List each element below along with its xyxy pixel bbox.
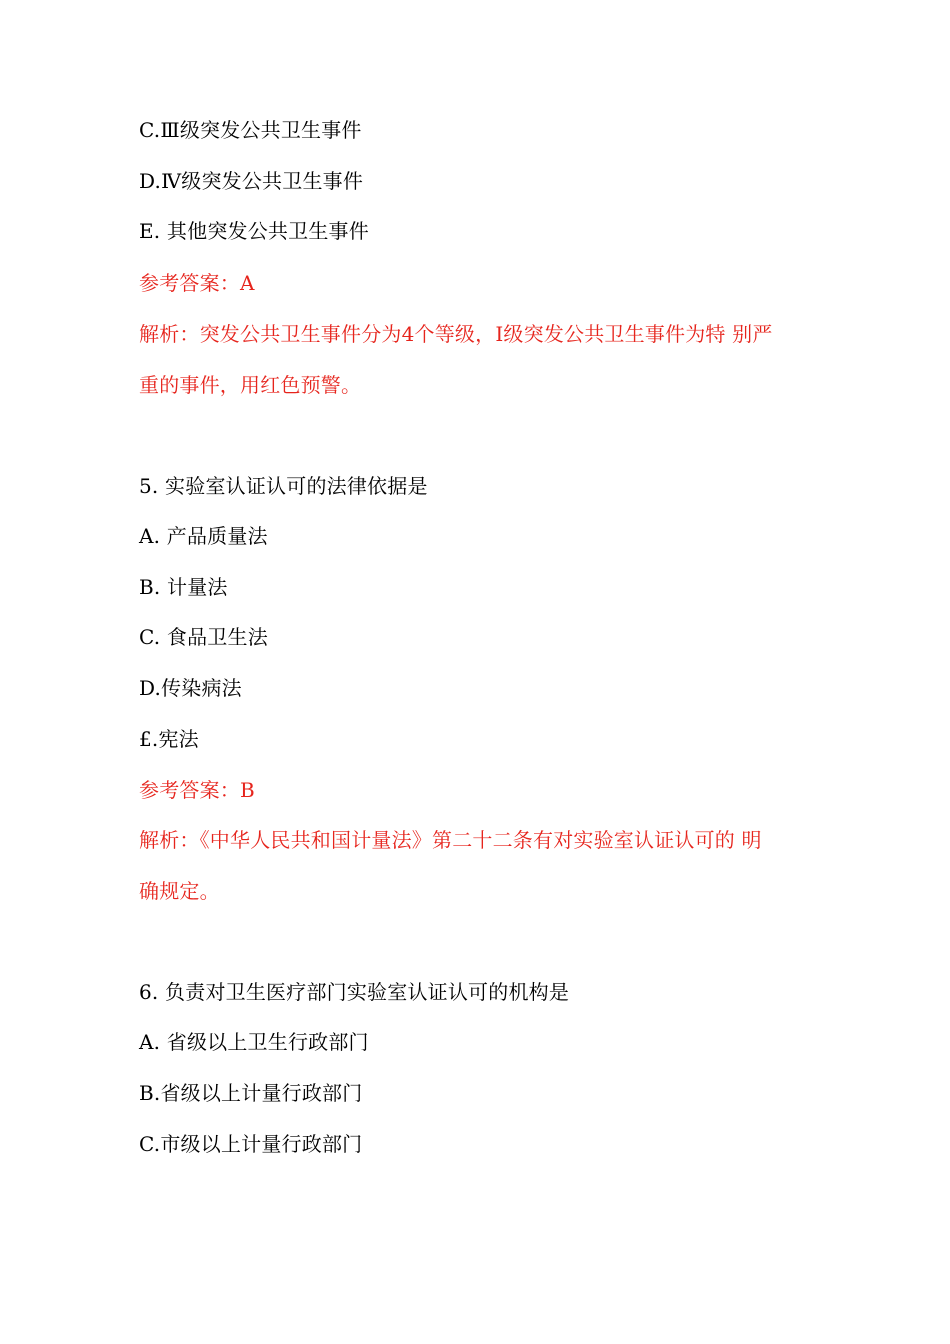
q4-option-d: D.Ⅳ级突发公共卫生事件 [139, 169, 364, 193]
q4-answer: 参考答案：A [139, 271, 255, 295]
q5-option-d: D.传染病法 [139, 676, 242, 700]
q6-option-b: B.省级以上计量行政部门 [139, 1081, 363, 1105]
q5-answer: 参考答案：B [139, 778, 255, 802]
q5-option-b: B. 计量法 [139, 575, 228, 599]
q5-explanation-line2: 确规定。 [139, 879, 220, 903]
q5-option-a: A. 产品质量法 [139, 524, 268, 548]
q4-option-e: E. 其他突发公共卫生事件 [139, 219, 369, 243]
q4-explanation-line2: 重的事件，用红色预警。 [139, 373, 362, 397]
q4-option-c: C.Ⅲ级突发公共卫生事件 [139, 118, 362, 142]
q4-explanation-line1: 解析：突发公共卫生事件分为4个等级，I级突发公共卫生事件为特 别严 [139, 322, 773, 346]
q5-stem: 5. 实验室认证认可的法律依据是 [139, 474, 428, 498]
q6-stem: 6. 负责对卫生医疗部门实验室认证认可的机构是 [139, 980, 570, 1004]
q5-option-e: £.宪法 [139, 727, 199, 751]
q5-option-c: C. 食品卫生法 [139, 625, 268, 649]
q6-option-a: A. 省级以上卫生行政部门 [139, 1030, 369, 1054]
q5-explanation-line1: 解析：《中华人民共和国计量法》第二十二条有对实验室认证认可的 明 [139, 828, 762, 852]
q6-option-c: C.市级以上计量行政部门 [139, 1132, 363, 1156]
